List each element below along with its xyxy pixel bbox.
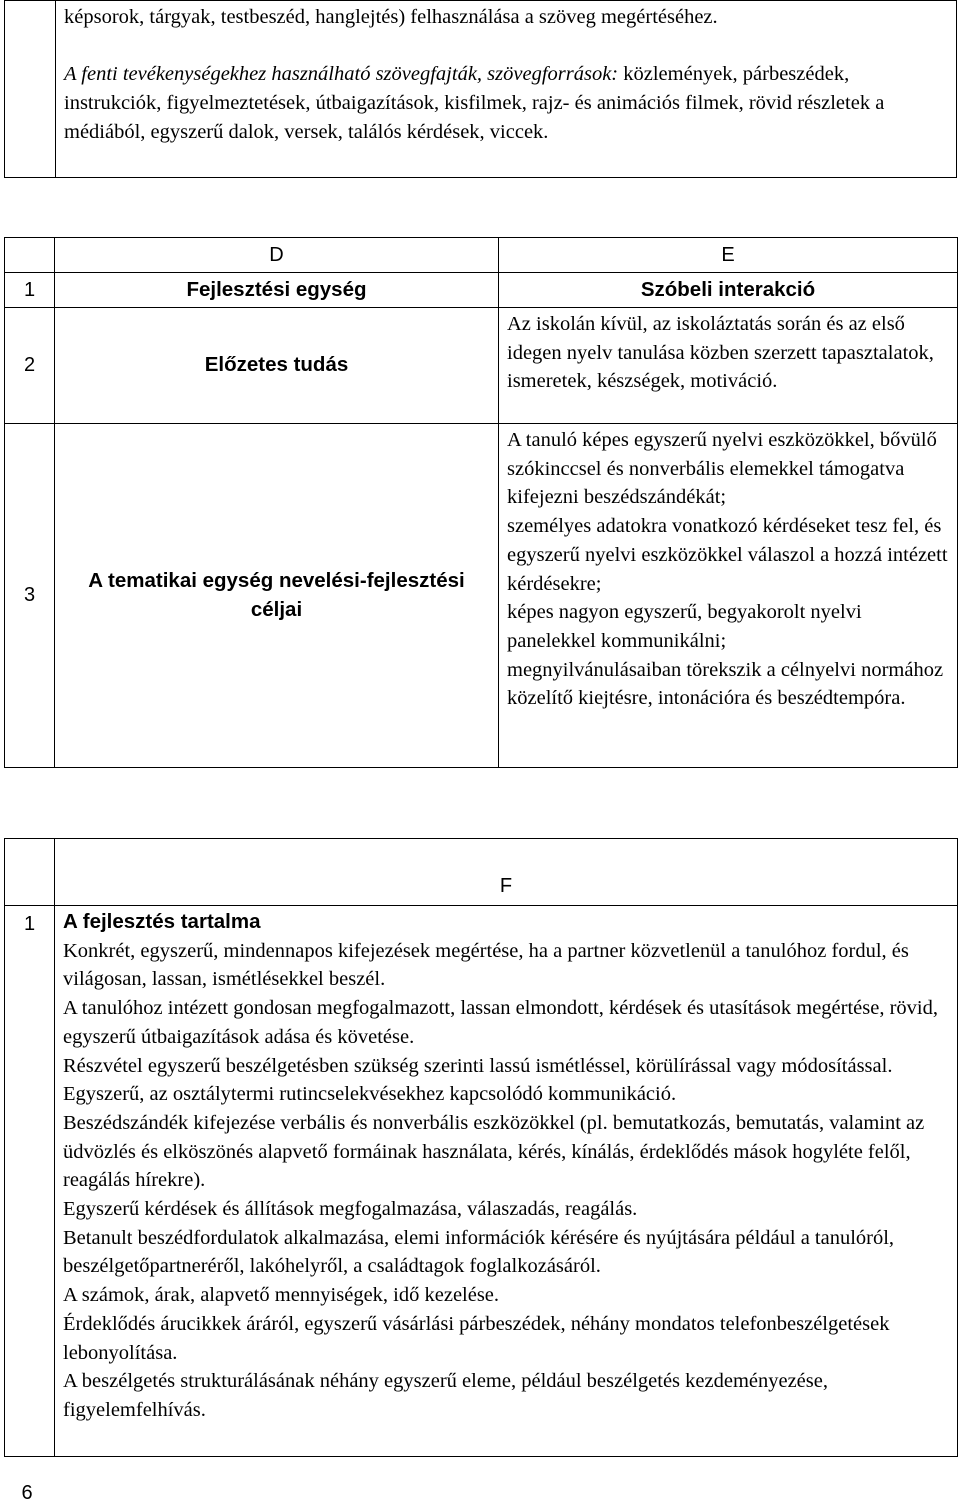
content-paragraph: A tanulóhoz intézett gondosan megfogalmazott, lassan elmondott, kérdések és utasítások megértése, rövid, egyszerű útbaigazítások adása és követése. xyxy=(63,997,939,1048)
content-paragraph: Egyszerű, az osztálytermi rutincselekvésekhez kapcsolódó kommunikáció. xyxy=(63,1083,677,1106)
page-number: 6 xyxy=(21,1482,33,1504)
prior-knowledge-text xyxy=(499,308,958,424)
sources-paragraph xyxy=(64,60,948,146)
row-number: 1 xyxy=(5,273,55,308)
column-header-f: F xyxy=(55,839,958,906)
unit-label: Fejlesztési egység xyxy=(55,273,499,308)
table-row xyxy=(5,1,957,178)
column-header-e: E xyxy=(499,238,958,273)
goal-line: A tanuló képes egyszerű nyelvi eszközökkel, bővülő szókinccsel és nonverbális elemekkel támogatva kifejezni beszédszándékát; xyxy=(507,429,937,509)
continuation-table xyxy=(4,0,957,178)
row-number-cell xyxy=(5,1,56,178)
content-paragraph: A beszélgetés strukturálásának néhány egyszerű eleme, például beszélgetés kezdeményezése, figyelemfelhívás. xyxy=(63,1370,828,1421)
content-paragraph: Részvétel egyszerű beszélgetésben szükség szerinti lassú ismétléssel, körülírással vagy módosítással. xyxy=(63,1054,893,1077)
table-row xyxy=(5,273,958,308)
row-number: 2 xyxy=(5,308,55,424)
goal-line: megnyilvánulásaiban törekszik a célnyelvi normához közelítő kiejtésre, intonációra és beszédtempóra. xyxy=(507,658,944,710)
content-paragraph: A számok, árak, alapvető mennyiségek, idő kezelése. xyxy=(63,1284,500,1307)
goals-label: A tematikai egység nevelési-fejlesztési céljai xyxy=(55,424,499,768)
content-paragraph: Betanult beszédfordulatok alkalmazása, elemi információk kérésére és nyújtására például a tanulóról, beszélgetőpartneréről, lakóhelyről, a családtagok foglalkozásáról. xyxy=(63,1226,895,1278)
content-paragraph: Egyszerű kérdések és állítások megfogalmazása, válaszadás, reagálás. xyxy=(63,1198,638,1221)
sources-text: közlemények, párbeszédek, instrukciók, figyelmeztetések, útbaigazítások, kisfilmek, rajz- és animációs filmek, rövid részletek a médiából, egyszerű dalok, versek, találós kérdések, viccek. xyxy=(64,63,885,143)
column-header-d: D xyxy=(55,238,499,273)
content-paragraph: Érdeklődés árucikkek áráról, egyszerű vásárlási párbeszédek, néhány mondatos telefonbeszélgetések lebonyolítása. xyxy=(63,1312,890,1364)
content-cell xyxy=(56,1,957,178)
goal-line: személyes adatokra vonatkozó kérdéseket tesz fel, és egyszerű nyelvi eszközökkel válaszol a hozzá intézett kérdésekre; xyxy=(507,515,948,595)
goals-text xyxy=(499,424,958,768)
goal-line: képes nagyon egyszerű, begyakorolt nyelvi panelekkel kommunikálni; xyxy=(507,601,862,652)
table-row xyxy=(5,308,958,424)
row-number: 1 xyxy=(5,906,55,1457)
content-paragraph: Beszédszándék kifejezése verbális és nonverbális eszközökkel (pl. bemutatkozás, bemutatás, valamint az üdvözlés és elköszönés alapvető formáinak használata, kérés, kínálás, érdeklődés mások hogyléte felől, reagálás hírekre). xyxy=(63,1111,925,1192)
content-paragraph: Konkrét, egyszerű, mindennapos kifejezések megértése, ha a partner közvetlenül a tanulóhoz fordul, és világosan, lassan, ismétlésekkel beszél. xyxy=(63,939,909,991)
unit-value: Szóbeli interakció xyxy=(499,273,958,308)
corner-cell xyxy=(5,238,55,273)
sources-lead: A fenti tevékenységekhez használható szövegfajták, szövegforrások: xyxy=(64,63,619,86)
table-row xyxy=(5,424,958,768)
table-header-row xyxy=(5,238,958,273)
section-heading: A fejlesztés tartalma xyxy=(63,910,261,933)
development-content-table xyxy=(4,838,958,1457)
prior-knowledge-label: Előzetes tudás xyxy=(55,308,499,424)
development-unit-table xyxy=(4,237,958,768)
text-line: képsorok, tárgyak, testbeszéd, hanglejtés) felhasználása a szöveg megértéséhez. xyxy=(64,6,718,28)
row-number: 3 xyxy=(5,424,55,768)
content-cell xyxy=(55,906,958,1457)
prior-knowledge-paragraph: Az iskolán kívül, az iskoláztatás során és az első idegen nyelv tanulása közben szerzett tapasztalatok, ismeretek, készségek, motiváció. xyxy=(507,313,934,393)
table-header-row xyxy=(5,839,958,906)
corner-cell xyxy=(5,839,55,906)
table-row xyxy=(5,906,958,1457)
